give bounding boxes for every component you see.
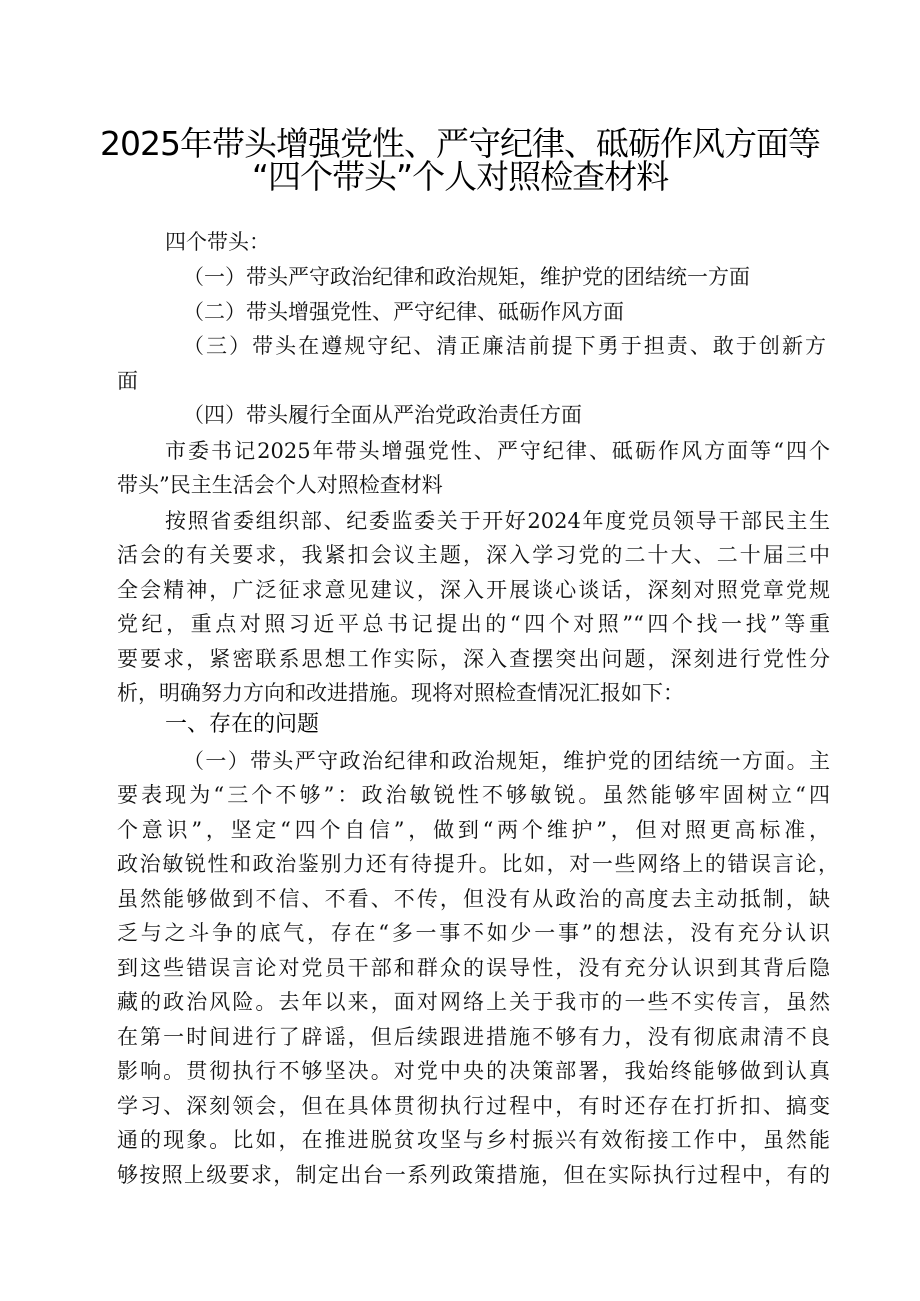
preamble-line: 按照省委组织部、纪委监委关于开好2024年度党员领导干部民主生 [165, 509, 830, 533]
section-body-line: 在第一时间进行了辟谣，但后续跟进措施不够有力，没有彻底肃清不良 [117, 1025, 830, 1049]
preamble-line: 要要求，紧密联系思想工作实际，深入查摆突出问题，深刻进行党性分 [117, 647, 830, 671]
subtitle-line-1: 市委书记2025年带头增强党性、严守纪律、砥砺作风方面等“四个 [165, 439, 830, 463]
intro-label: 四个带头： [165, 230, 270, 254]
preamble-line: 全会精神，广泛征求意见建议，深入开展谈心谈话，深刻对照党章党规 [117, 578, 830, 602]
section-body-line: 乏与之斗争的底气，存在“多一事不如少一事”的想法，没有充分认识 [117, 921, 830, 945]
preamble-line: 析，明确努力方向和改进措施。现将对照检查情况汇报如下： [117, 681, 684, 705]
intro-item-2: （二）带头增强党性、严守纪律、砥砺作风方面 [183, 300, 624, 324]
section-body-line: 通的现象。比如，在推进脱贫攻坚与乡村振兴有效衔接工作中，虽然能 [117, 1128, 830, 1152]
section-body-line: 影响。贯彻执行不够坚决。对党中央的决策部署，我始终能够做到认真 [117, 1059, 830, 1083]
subtitle-line-2: 带头”民主生活会个人对照检查材料 [117, 473, 443, 497]
section-body-line: 要表现为“三个不够”：政治敏锐性不够敏锐。虽然能够牢固树立“四 [117, 783, 830, 807]
intro-item-3-continued: 面 [117, 369, 138, 393]
preamble-line: 活会的有关要求，我紧扣会议主题，深入学习党的二十大、二十届三中 [117, 543, 830, 567]
intro-item-4: （四）带头履行全面从严治党政治责任方面 [183, 403, 582, 427]
section-body-line: 个意识”，坚定“四个自信”，做到“两个维护”，但对照更高标准， [117, 818, 830, 842]
document-title-line-1: 2025年带头增强党性、严守纪律、砥砺作风方面等 [100, 124, 820, 163]
section-body-line: 够按照上级要求，制定出台一系列政策措施，但在实际执行过程中，有的 [117, 1163, 830, 1187]
section-heading: 一、存在的问题 [165, 712, 320, 737]
section-body-line: 虽然能够做到不信、不看、不传，但没有从政治的高度去主动抵制，缺 [117, 887, 830, 911]
section-body-line: 藏的政治风险。去年以来，面对网络上关于我市的一些不实传言，虽然 [117, 990, 830, 1014]
section-body-line: 学习、深刻领会，但在具体贯彻执行过程中，有时还存在打折扣、搞变 [117, 1094, 830, 1118]
section-body-line: （一）带头严守政治纪律和政治规矩，维护党的团结统一方面。主 [183, 749, 830, 773]
section-body-line: 到这些错误言论对党员干部和群众的误导性，没有充分认识到其背后隐 [117, 956, 830, 980]
section-body-line: 政治敏锐性和政治鉴别力还有待提升。比如，对一些网络上的错误言论， [117, 852, 839, 876]
document-title-line-2: “四个带头”个人对照检查材料 [251, 157, 669, 196]
intro-item-1: （一）带头严守政治纪律和政治规矩，维护党的团结统一方面 [183, 265, 750, 289]
preamble-line: 党纪，重点对照习近平总书记提出的“四个对照”“四个找一找”等重 [117, 612, 830, 636]
intro-item-3: （三）带头在遵规守纪、清正廉洁前提下勇于担责、敢于创新方 [183, 334, 826, 358]
